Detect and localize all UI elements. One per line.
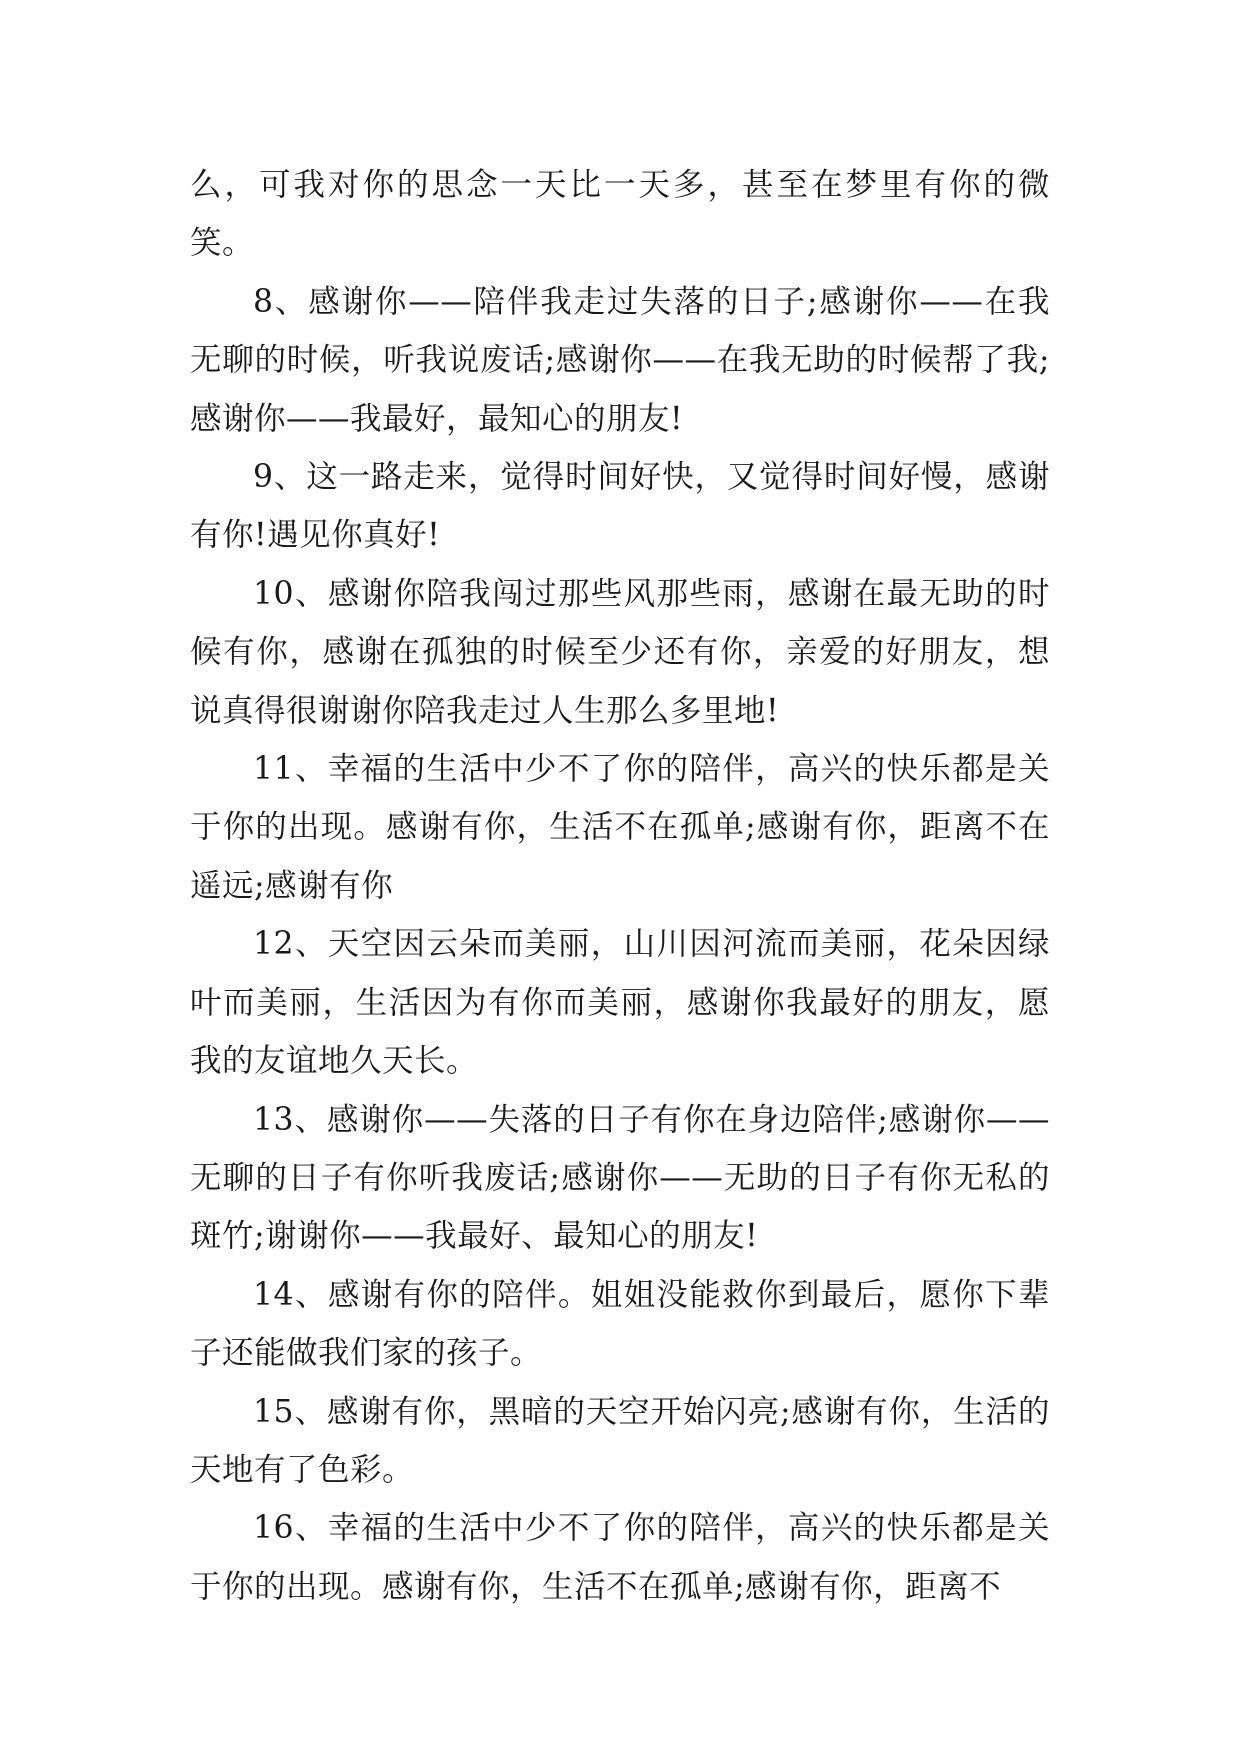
paragraph-item-11: 11、幸福的生活中少不了你的陪伴，高兴的快乐都是关于你的出现。感谢有你，生活不在孤单;感谢有你，距离不在遥远;感谢有你 (190, 751, 1050, 904)
paragraph-item-10: 10、感谢你陪我闯过那些风那些雨，感谢在最无助的时候有你，感谢在孤独的时候至少还有你，亲爱的好朋友，想说真得很谢谢你陪我走过人生那么多里地! (190, 575, 1050, 729)
paragraph-item-9: 9、这一路走来，觉得时间好快，又觉得时间好慢，感谢有你!遇见你真好! (190, 459, 1050, 554)
paragraph-item-14: 14、感谢有你的陪伴。姐姐没能救你到最后，愿你下辈子还能做我们家的孩子。 (190, 1276, 1050, 1372)
paragraph-continuation: 么，可我对你的思念一天比一天多，甚至在梦里有你的微笑。 (190, 167, 1050, 262)
document-body (190, 156, 1050, 1616)
paragraph-item-8: 8、感谢你——陪伴我走过失落的日子;感谢你——在我无聊的时候，听我说废话;感谢你——在我无助的时候帮了我;感谢你——我最好，最知心的朋友! (190, 283, 1050, 437)
paragraph-item-16: 16、幸福的生活中少不了你的陪伴，高兴的快乐都是关于你的出现。感谢有你，生活不在孤单;感谢有你，距离不 (190, 1510, 1050, 1605)
paragraph-item-13: 13、感谢你——失落的日子有你在身边陪伴;感谢你——无聊的日子有你听我废话;感谢你——无助的日子有你无私的斑竹;谢谢你——我最好、最知心的朋友! (190, 1101, 1050, 1255)
paragraph-item-15: 15、感谢有你，黑暗的天空开始闪亮;感谢有你，生活的天地有了色彩。 (190, 1393, 1050, 1488)
paragraph-item-12: 12、天空因云朵而美丽，山川因河流而美丽，花朵因绿叶而美丽，生活因为有你而美丽，感谢你我最好的朋友，愿我的友谊地久天长。 (190, 926, 1050, 1080)
